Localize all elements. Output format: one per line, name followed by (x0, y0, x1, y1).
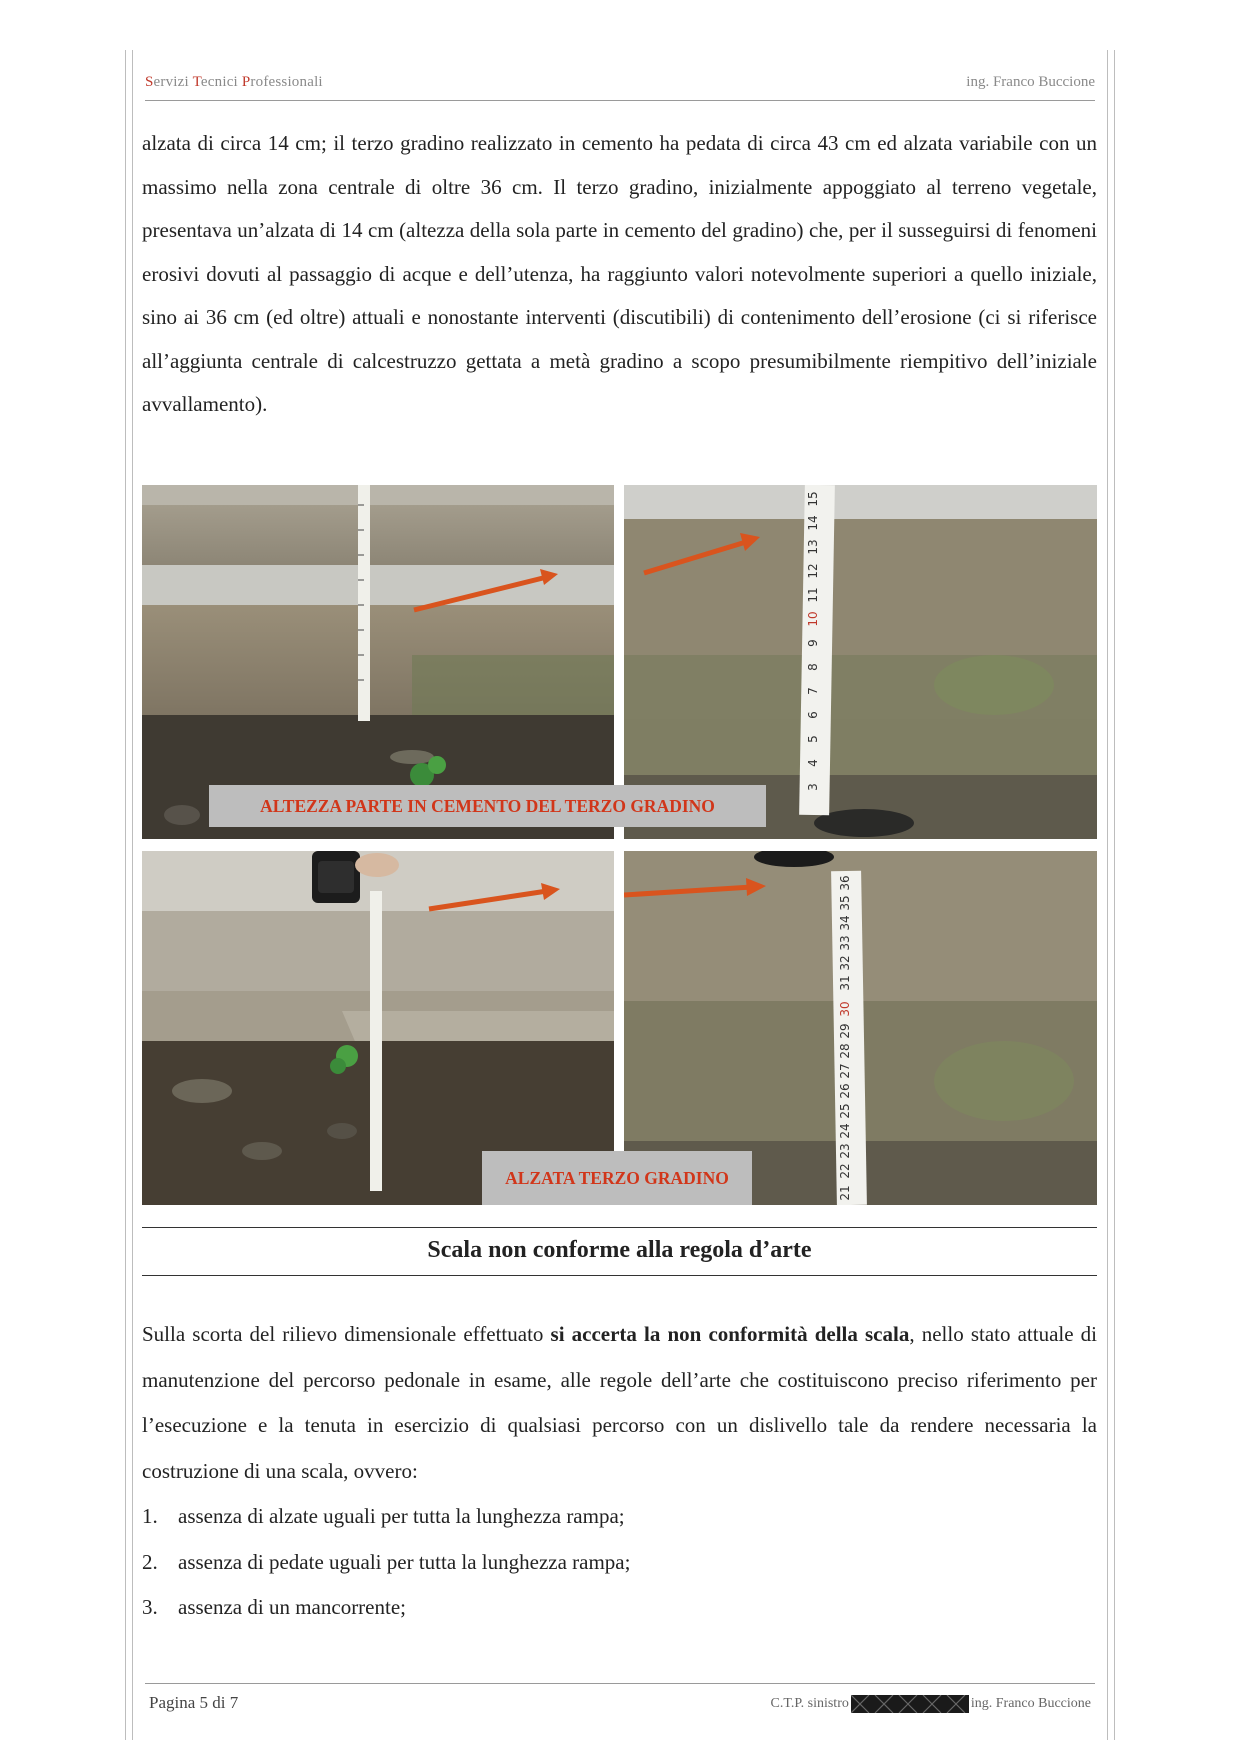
tape-label: 31 (838, 975, 852, 991)
list-item: 3. assenza di un mancorrente; (142, 1595, 406, 1619)
photo-grid (142, 485, 1097, 1205)
footer-ctp (771, 1695, 1091, 1713)
redaction-block (851, 1695, 969, 1713)
footer-ctp-suffix: ing. Franco Buccione (970, 1696, 1091, 1711)
list-item: 1. assenza di alzate uguali per tutta la lunghezza rampa; (142, 1504, 625, 1528)
brand-word: Servizi (145, 74, 193, 90)
paragraph2-after: , nello stato attuale di manutenzione del percorso pedonale in esame, alle regole dell’arte che costituiscono preciso riferimento per l’esecuzione e la tenuta in esercizio di qualsiasi percorso con un dislivello tale da rendere necessaria la costruzione di una scala, ovvero: (142, 1322, 1098, 1483)
tape-label: 4 (806, 759, 820, 767)
tape-label: 7 (806, 687, 820, 695)
tape-label: 34 (838, 915, 852, 931)
tape-label: 29 (838, 1023, 852, 1039)
tape-label: 3 (806, 783, 820, 791)
tape-label: 9 (806, 639, 820, 647)
tape-label: 6 (806, 711, 820, 719)
tape-label: 36 (838, 875, 852, 891)
paragraph2-before: Sulla scorta del rilievo dimensionale effettuato (142, 1322, 551, 1346)
tape-label: 23 (838, 1143, 852, 1159)
footer-ctp-prefix: C.T.P. sinistro (770, 1696, 849, 1711)
footer-rule (145, 1683, 1095, 1684)
brand-word: Tecnici (192, 74, 242, 90)
section-rule-bottom (142, 1275, 1097, 1276)
page-frame-left (125, 50, 133, 1740)
section-rule-top (142, 1227, 1097, 1228)
header-rule (145, 100, 1095, 101)
photo-caption-top: ALTEZZA PARTE IN CEMENTO DEL TERZO GRADINO (209, 785, 766, 827)
page-footer (145, 1683, 1095, 1723)
tape-label: 26 (838, 1083, 852, 1099)
tape-label: 11 (806, 587, 820, 603)
tape-label: 35 (838, 895, 852, 911)
nonconformity-list (142, 1494, 1097, 1631)
page-number: Pagina 5 di 7 (149, 1693, 239, 1712)
tape-label: 33 (838, 935, 852, 951)
tape-label: 32 (838, 955, 852, 971)
list-item: 2. assenza di pedate uguali per tutta la lunghezza rampa; (142, 1549, 631, 1574)
tape-label: 22 (838, 1163, 852, 1179)
paragraph2-bold: si accerta la non conformità della scala (550, 1322, 910, 1346)
section-title: Scala non conforme alla regola d’arte (427, 1237, 812, 1263)
body-paragraph-1: alzata di circa 14 cm; il terzo gradino realizzato in cemento ha pedata di circa 43 cm ed alzata variabile con un massimo nella zona centrale di oltre 36 cm. Il terzo gradino, inizialmente appoggiato al terreno vegetale, presentava un’alzata di 14 cm (altezza della sola parte in cemento del gradino) che, per il susseguirsi di fenomeni erosivi dovuti al passaggio di acque e dell’utenza, ha raggiunto valori notevolmente superiori a quello iniziale, sino ai 36 cm (ed oltre) attuali e nonostante interventi (discutibili) di contenimento dell’erosione (ci si riferisce all’aggiunta centrale di calcestruzzo gettata a metà gradino a scopo presumibilmente riempitivo dell’iniziale avvallamento). (142, 131, 1097, 416)
body-paragraph-2 (142, 1312, 1097, 1494)
tape-label: 12 (806, 563, 820, 579)
tape-label: 30 (838, 1001, 852, 1017)
tape-label: 10 (806, 611, 820, 627)
tape-label: 13 (806, 539, 820, 555)
tape-label: 5 (806, 735, 820, 743)
tape-label: 8 (806, 663, 820, 671)
page-header (145, 70, 1095, 98)
photo-caption-bottom: ALZATA TERZO GRADINO (482, 1151, 752, 1205)
tape-label: 25 (838, 1103, 852, 1119)
tape-label: 14 (806, 515, 820, 531)
tape-label: 24 (838, 1123, 852, 1139)
brand-word: Professionali (241, 74, 323, 90)
tape-label: 27 (838, 1063, 852, 1079)
header-brand (145, 74, 323, 91)
header-author: ing. Franco Buccione (966, 74, 1095, 90)
page-frame-right (1107, 50, 1115, 1740)
tape-label: 15 (806, 491, 820, 507)
tape-label: 21 (838, 1185, 852, 1201)
tape-label: 28 (838, 1043, 852, 1059)
